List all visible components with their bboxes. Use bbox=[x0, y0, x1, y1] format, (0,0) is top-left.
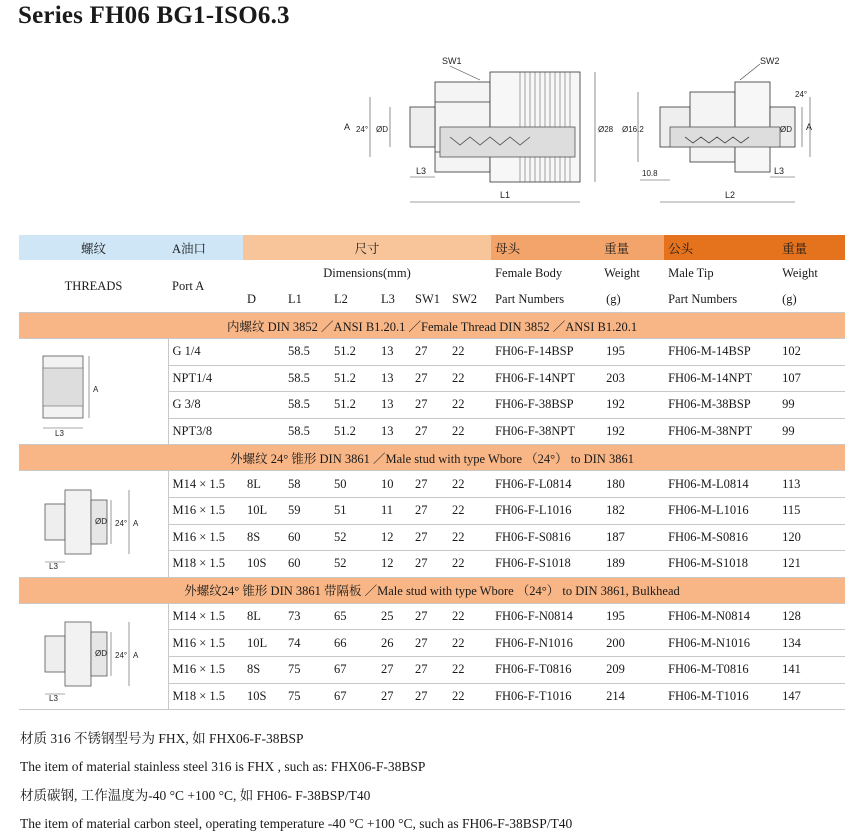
cell-l3: 13 bbox=[377, 392, 411, 419]
cell-mw: 99 bbox=[774, 418, 845, 445]
cell-l3: 25 bbox=[377, 603, 411, 630]
d-header: D bbox=[243, 286, 284, 313]
weight-f-header: Weight bbox=[604, 265, 640, 280]
cell-fw: 187 bbox=[600, 524, 664, 551]
sw2-label: SW2 bbox=[760, 56, 780, 66]
cell-l1: 75 bbox=[284, 656, 330, 683]
cell-l1: 59 bbox=[284, 497, 330, 524]
cell-l1: 58.5 bbox=[284, 339, 330, 366]
cell-d: 8S bbox=[243, 524, 284, 551]
cell-sw2: 22 bbox=[448, 497, 491, 524]
cell-d: 8L bbox=[243, 603, 284, 630]
cell-fw: 192 bbox=[600, 392, 664, 419]
male-tip-drawing bbox=[660, 82, 795, 172]
l2-label: L2 bbox=[725, 190, 736, 200]
thread-drawing-1 bbox=[33, 474, 153, 570]
note-line: 材质碳钢, 工作温度为-40 °C +100 °C, 如 FH06- F-38BSP/T40 bbox=[20, 787, 371, 803]
cell-fw: 209 bbox=[600, 656, 664, 683]
cell-fpart: FH06-F-38BSP bbox=[491, 392, 600, 419]
cell-fpart: FH06-F-14NPT bbox=[491, 365, 600, 392]
deg-right-label: 24° bbox=[795, 90, 808, 99]
cell-sw2: 22 bbox=[448, 656, 491, 683]
cell-mpart: FH06-M-S0816 bbox=[664, 524, 774, 551]
cell-sw2: 22 bbox=[448, 339, 491, 366]
cell-port: M16 × 1.5 bbox=[168, 524, 243, 551]
cell-l3: 12 bbox=[377, 524, 411, 551]
cell-l3: 13 bbox=[377, 418, 411, 445]
section-title: 内螺纹 DIN 3852 ／ANSI B1.20.1 ／Female Thread DIN 3852 ／ANSI B1.20.1 bbox=[19, 313, 845, 339]
cell-sw2: 22 bbox=[448, 603, 491, 630]
cell-fpart: FH06-F-T1016 bbox=[491, 683, 600, 710]
cell-l3: 13 bbox=[377, 339, 411, 366]
cell-l1: 60 bbox=[284, 551, 330, 578]
o28-label: Ø28 bbox=[598, 125, 614, 134]
cell-sw1: 27 bbox=[411, 656, 448, 683]
threads-header: THREADS bbox=[19, 260, 168, 313]
cell-l2: 67 bbox=[330, 683, 377, 710]
cell-mpart: FH06-M-L1016 bbox=[664, 497, 774, 524]
cell-sw2: 22 bbox=[448, 683, 491, 710]
cell-fpart: FH06-F-N0814 bbox=[491, 603, 600, 630]
cell-l2: 67 bbox=[330, 656, 377, 683]
cell-d: 10S bbox=[243, 683, 284, 710]
cell-port: M16 × 1.5 bbox=[168, 630, 243, 657]
cell-d: 10S bbox=[243, 551, 284, 578]
cell-mpart: FH06-M-14NPT bbox=[664, 365, 774, 392]
cell-l1: 74 bbox=[284, 630, 330, 657]
port-cn: A油口 bbox=[168, 235, 243, 260]
cell-fpart: FH06-F-T0816 bbox=[491, 656, 600, 683]
cell-l3: 10 bbox=[377, 471, 411, 498]
cell-mw: 121 bbox=[774, 551, 845, 578]
thread-a-label: A bbox=[93, 384, 99, 394]
cell-port: M18 × 1.5 bbox=[168, 551, 243, 578]
cell-fpart: FH06-F-L0814 bbox=[491, 471, 600, 498]
l3-left-label: L3 bbox=[416, 166, 427, 176]
cell-mw: 128 bbox=[774, 603, 845, 630]
cell-sw1: 27 bbox=[411, 497, 448, 524]
thread-deg-label: 24° bbox=[115, 519, 128, 529]
note-line: 材质 316 不锈钢型号为 FHX, 如 FHX06-F-38BSP bbox=[20, 731, 304, 746]
cell-port: M16 × 1.5 bbox=[168, 656, 243, 683]
cell-port: NPT1/4 bbox=[168, 365, 243, 392]
deg-left-label: 24° bbox=[356, 125, 369, 134]
cell-sw1: 27 bbox=[411, 418, 448, 445]
cell-port: M16 × 1.5 bbox=[168, 497, 243, 524]
section-title: 外螺纹 24° 锥形 DIN 3861 ／Male stud with type Wbore （24°） to DIN 3861 bbox=[19, 445, 845, 471]
cell-mpart: FH06-M-14BSP bbox=[664, 339, 774, 366]
cell-fw: 182 bbox=[600, 497, 664, 524]
cell-l3: 13 bbox=[377, 365, 411, 392]
cell-l1: 60 bbox=[284, 524, 330, 551]
section-header-row bbox=[19, 313, 845, 339]
table-row bbox=[19, 603, 845, 630]
cell-fw: 195 bbox=[600, 339, 664, 366]
cell-l3: 11 bbox=[377, 497, 411, 524]
cell-l2: 51.2 bbox=[330, 339, 377, 366]
notes bbox=[20, 725, 572, 839]
d108-label: 10.8 bbox=[642, 169, 658, 178]
cell-fw: 189 bbox=[600, 551, 664, 578]
dims-cn: 尺寸 bbox=[243, 235, 491, 260]
cell-sw2: 22 bbox=[448, 392, 491, 419]
cell-l2: 51.2 bbox=[330, 392, 377, 419]
sw1-header: SW1 bbox=[411, 286, 448, 313]
thread-deg-label: 24° bbox=[115, 651, 128, 661]
l3-right-label: L3 bbox=[774, 166, 785, 176]
thread-l3-label: L3 bbox=[49, 694, 59, 703]
a-right-label: A bbox=[806, 122, 813, 132]
thread-drawing-0 bbox=[33, 342, 153, 438]
weight-f-cn: 重量 bbox=[600, 235, 664, 260]
cell-l2: 52 bbox=[330, 551, 377, 578]
sw2-header: SW2 bbox=[448, 286, 491, 313]
cell-sw1: 27 bbox=[411, 392, 448, 419]
cell-fw: 195 bbox=[600, 603, 664, 630]
thread-a-label: A bbox=[133, 519, 139, 529]
coupling-drawing bbox=[340, 52, 820, 212]
g-f-header: (g) bbox=[600, 286, 664, 313]
male-tip-header: Male Tip bbox=[668, 265, 714, 280]
l1-header: L1 bbox=[284, 286, 330, 313]
cell-l3: 12 bbox=[377, 551, 411, 578]
female-body-header: Female Body bbox=[495, 265, 563, 280]
cell-mpart: FH06-M-N1016 bbox=[664, 630, 774, 657]
cell-port: M14 × 1.5 bbox=[168, 471, 243, 498]
cell-d bbox=[243, 339, 284, 366]
cell-sw2: 22 bbox=[448, 365, 491, 392]
cell-d: 8L bbox=[243, 471, 284, 498]
port-header: Port A bbox=[168, 260, 243, 313]
cell-l1: 58.5 bbox=[284, 365, 330, 392]
header-row-cn bbox=[19, 235, 845, 260]
part-numbers-m-header: Part Numbers bbox=[664, 286, 774, 313]
a-left-label: A bbox=[344, 122, 351, 132]
cell-l3: 27 bbox=[377, 656, 411, 683]
spec-table bbox=[19, 235, 845, 710]
cell-port: M18 × 1.5 bbox=[168, 683, 243, 710]
cell-sw1: 27 bbox=[411, 603, 448, 630]
cell-d: 10L bbox=[243, 497, 284, 524]
cell-port: G 1/4 bbox=[168, 339, 243, 366]
cell-fw: 214 bbox=[600, 683, 664, 710]
cell-sw1: 27 bbox=[411, 630, 448, 657]
cell-sw1: 27 bbox=[411, 471, 448, 498]
cell-l1: 58.5 bbox=[284, 418, 330, 445]
cell-mpart: FH06-M-N0814 bbox=[664, 603, 774, 630]
note-line: The item of material stainless steel 316 is FHX , such as: FHX06-F-38BSP bbox=[20, 759, 426, 775]
cell-l2: 52 bbox=[330, 524, 377, 551]
cell-mw: 147 bbox=[774, 683, 845, 710]
part-numbers-f-header: Part Numbers bbox=[491, 286, 600, 313]
l3-header: L3 bbox=[377, 286, 411, 313]
cell-mw: 102 bbox=[774, 339, 845, 366]
cell-fpart: FH06-F-14BSP bbox=[491, 339, 600, 366]
cell-l2: 50 bbox=[330, 471, 377, 498]
cell-sw1: 27 bbox=[411, 365, 448, 392]
page-title: Series FH06 BG1-ISO6.3 bbox=[18, 2, 290, 29]
cell-fpart: FH06-F-38NPT bbox=[491, 418, 600, 445]
cell-fpart: FH06-F-N1016 bbox=[491, 630, 600, 657]
cell-l2: 66 bbox=[330, 630, 377, 657]
header-row-en bbox=[19, 260, 845, 286]
cell-mw: 134 bbox=[774, 630, 845, 657]
section-header-row bbox=[19, 577, 845, 603]
cell-mpart: FH06-M-S1018 bbox=[664, 551, 774, 578]
female-body-drawing bbox=[410, 72, 580, 182]
thread-image-cell bbox=[19, 339, 168, 445]
cell-d bbox=[243, 392, 284, 419]
thread-image-cell bbox=[19, 471, 168, 577]
thread-l3-label: L3 bbox=[49, 562, 59, 571]
section-header-row bbox=[19, 445, 845, 471]
cell-mw: 99 bbox=[774, 392, 845, 419]
cell-l2: 51 bbox=[330, 497, 377, 524]
cell-sw1: 27 bbox=[411, 524, 448, 551]
l2-header: L2 bbox=[330, 286, 377, 313]
cell-sw2: 22 bbox=[448, 551, 491, 578]
male-cn: 公头 bbox=[664, 235, 774, 260]
cell-fw: 180 bbox=[600, 471, 664, 498]
cell-sw2: 22 bbox=[448, 524, 491, 551]
cell-sw2: 22 bbox=[448, 418, 491, 445]
thread-od-label: ØD bbox=[95, 517, 108, 527]
cell-fw: 192 bbox=[600, 418, 664, 445]
table-row bbox=[19, 339, 845, 366]
cell-fpart: FH06-F-S1018 bbox=[491, 551, 600, 578]
cell-mw: 115 bbox=[774, 497, 845, 524]
cell-l2: 51.2 bbox=[330, 418, 377, 445]
cell-l1: 75 bbox=[284, 683, 330, 710]
cell-sw1: 27 bbox=[411, 339, 448, 366]
sections-body bbox=[19, 313, 845, 710]
thread-image-cell bbox=[19, 603, 168, 709]
section-title: 外螺纹24° 锥形 DIN 3861 带隔板 ／Male stud with type Wbore （24°） to DIN 3861, Bulkhead bbox=[19, 577, 845, 603]
cell-mpart: FH06-M-38BSP bbox=[664, 392, 774, 419]
cell-mw: 107 bbox=[774, 365, 845, 392]
cell-port: M14 × 1.5 bbox=[168, 603, 243, 630]
cell-sw1: 27 bbox=[411, 683, 448, 710]
cell-mpart: FH06-M-L0814 bbox=[664, 471, 774, 498]
weight-m-header: Weight bbox=[782, 265, 818, 280]
sw1-label: SW1 bbox=[442, 56, 462, 66]
o162-label: Ø16.2 bbox=[622, 125, 644, 134]
od-right-label: ØD bbox=[780, 125, 792, 134]
cell-l1: 73 bbox=[284, 603, 330, 630]
cell-l3: 27 bbox=[377, 683, 411, 710]
cell-d: 8S bbox=[243, 656, 284, 683]
cell-fw: 203 bbox=[600, 365, 664, 392]
thread-drawing-2 bbox=[33, 606, 153, 702]
cell-mpart: FH06-M-38NPT bbox=[664, 418, 774, 445]
cell-l3: 26 bbox=[377, 630, 411, 657]
thread-a-label: A bbox=[133, 651, 139, 661]
cell-fpart: FH06-F-L1016 bbox=[491, 497, 600, 524]
thread-l3-label: L3 bbox=[55, 428, 65, 438]
dims-header: Dimensions(mm) bbox=[323, 265, 411, 280]
cell-sw2: 22 bbox=[448, 630, 491, 657]
cell-l1: 58.5 bbox=[284, 392, 330, 419]
g-m-header: (g) bbox=[774, 286, 845, 313]
l1-label: L1 bbox=[500, 190, 511, 200]
cell-sw1: 27 bbox=[411, 551, 448, 578]
cell-l2: 51.2 bbox=[330, 365, 377, 392]
female-cn: 母头 bbox=[491, 235, 600, 260]
cell-d bbox=[243, 418, 284, 445]
threads-cn: 螺纹 bbox=[19, 235, 168, 260]
cell-mpart: FH06-M-T1016 bbox=[664, 683, 774, 710]
cell-mw: 113 bbox=[774, 471, 845, 498]
cell-mw: 120 bbox=[774, 524, 845, 551]
cell-sw2: 22 bbox=[448, 471, 491, 498]
cell-mpart: FH06-M-T0816 bbox=[664, 656, 774, 683]
cell-fpart: FH06-F-S0816 bbox=[491, 524, 600, 551]
od-left-label: ØD bbox=[376, 125, 388, 134]
cell-mw: 141 bbox=[774, 656, 845, 683]
note-line: The item of material carbon steel, operating temperature -40 °C +100 °C, such as FH06-F-38BSP/T40 bbox=[20, 816, 573, 832]
cell-port: NPT3/8 bbox=[168, 418, 243, 445]
weight-m-cn: 重量 bbox=[774, 235, 845, 260]
cell-port: G 3/8 bbox=[168, 392, 243, 419]
cell-d: 10L bbox=[243, 630, 284, 657]
cell-d bbox=[243, 365, 284, 392]
cell-l2: 65 bbox=[330, 603, 377, 630]
thread-od-label: ØD bbox=[95, 649, 108, 659]
cell-fw: 200 bbox=[600, 630, 664, 657]
table-row bbox=[19, 471, 845, 498]
cell-l1: 58 bbox=[284, 471, 330, 498]
